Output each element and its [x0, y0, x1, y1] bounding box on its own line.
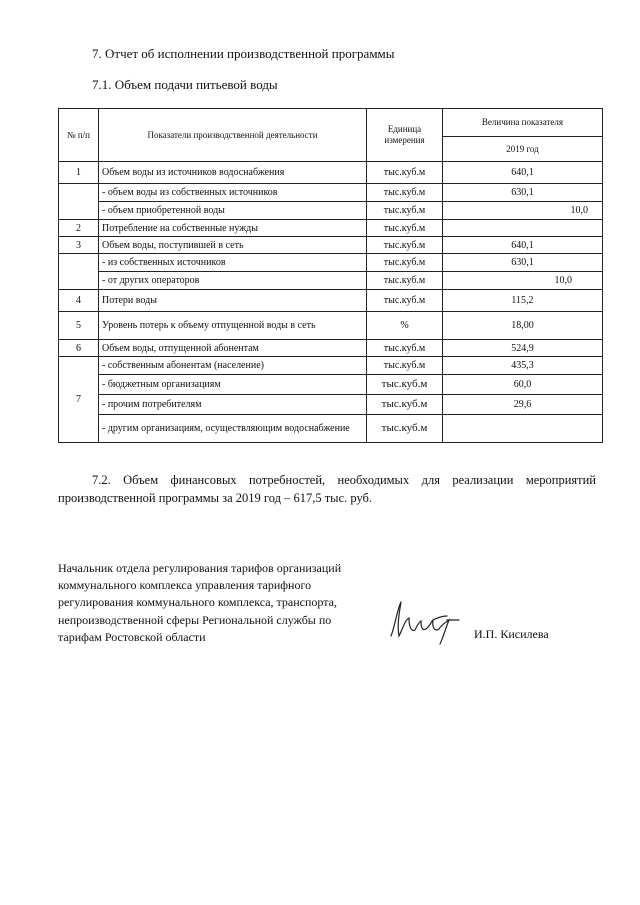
row-num: 3	[59, 237, 99, 254]
row-unit: тыс.куб.м	[367, 290, 443, 312]
row-num: 7	[59, 357, 99, 443]
row-unit: тыс.куб.м	[367, 395, 443, 415]
subsection-heading: 7.1. Объем подачи питьевой воды	[92, 77, 278, 92]
row-name: Объем воды, поступившей в сеть	[99, 237, 367, 254]
production-table	[58, 108, 603, 443]
row-value: 435,3	[443, 357, 603, 375]
row-unit: тыс.куб.м	[367, 375, 443, 395]
row-name: Объем воды из источников водоснабжения	[99, 162, 367, 184]
table-row	[59, 220, 603, 237]
row-unit: %	[367, 312, 443, 340]
row-value: 524,9	[443, 340, 603, 357]
handwritten-signature	[385, 596, 465, 646]
row-name: - бюджетным организациям	[99, 375, 367, 395]
row-value: 10,0	[443, 202, 603, 220]
row-value: 60,0	[443, 375, 603, 395]
row-value: 115,2	[443, 290, 603, 312]
row-num: 1	[59, 162, 99, 184]
row-unit: тыс.куб.м	[367, 184, 443, 202]
signatory-position	[58, 560, 378, 646]
row-name: Объем воды, отпущенной абонентам	[99, 340, 367, 357]
table-row	[59, 254, 603, 272]
table-row	[59, 184, 603, 202]
table-row	[59, 290, 603, 312]
row-name: Потребление на собственные нужды	[99, 220, 367, 237]
finance-paragraph: 7.2. Объем финансовых потребностей, необходимых для реализации мероприятий производственной программы за 2019 год – 617,5 тыс. руб.	[58, 473, 596, 505]
row-unit: тыс.куб.м	[367, 202, 443, 220]
row-value: 29,6	[443, 395, 603, 415]
row-num: 2	[59, 220, 99, 237]
position-line: непроизводственной сферы Региональной службы по	[58, 612, 332, 627]
row-unit: тыс.куб.м	[367, 357, 443, 375]
header-num: № п/п	[59, 109, 99, 162]
table-row	[59, 340, 603, 357]
row-unit: тыс.куб.м	[367, 254, 443, 272]
row-value: 18,00	[443, 312, 603, 340]
position-line: тарифам Ростовской области	[58, 629, 206, 644]
row-num: 4	[59, 290, 99, 312]
table-row	[59, 202, 603, 220]
row-unit: тыс.куб.м	[367, 220, 443, 237]
row-unit: тыс.куб.м	[367, 272, 443, 290]
row-unit: тыс.куб.м	[367, 415, 443, 443]
position-line: регулирования коммунального комплекса, транспорта,	[58, 595, 337, 610]
row-name: Уровень потерь к объему отпущенной воды в сеть	[99, 312, 367, 340]
header-unit: Единица измерения	[367, 109, 443, 162]
row-value	[443, 220, 603, 237]
header-year: 2019 год	[443, 137, 603, 162]
table-row	[59, 415, 603, 443]
row-num: 5	[59, 312, 99, 340]
row-name: - объем приобретенной воды	[99, 202, 367, 220]
row-name: - другим организациям, осуществляющим водоснабжение	[99, 415, 367, 443]
section-heading: 7. Отчет об исполнении производственной программы	[92, 46, 395, 61]
row-name: - прочим потребителям	[99, 395, 367, 415]
row-unit: тыс.куб.м	[367, 162, 443, 184]
row-unit: тыс.куб.м	[367, 340, 443, 357]
row-value: 630,1	[443, 254, 603, 272]
row-name: Потери воды	[99, 290, 367, 312]
header-value: Величина показателя	[443, 109, 603, 137]
row-value: 640,1	[443, 162, 603, 184]
row-value	[443, 415, 603, 443]
table-row	[59, 312, 603, 340]
position-line: коммунального комплекса управления тарифного	[58, 578, 312, 593]
table-row	[59, 237, 603, 254]
table-row	[59, 375, 603, 395]
table-row	[59, 162, 603, 184]
row-num-empty	[59, 184, 99, 220]
row-value: 640,1	[443, 237, 603, 254]
header-indicator: Показатели производственной деятельности	[99, 109, 367, 162]
row-value: 630,1	[443, 184, 603, 202]
row-num-empty	[59, 254, 99, 290]
table-row	[59, 357, 603, 375]
row-value: 10,0	[443, 272, 603, 290]
row-num: 6	[59, 340, 99, 357]
row-name: - объем воды из собственных источников	[99, 184, 367, 202]
table-row	[59, 272, 603, 290]
row-name: - из собственных источников	[99, 254, 367, 272]
row-name: - собственным абонентам (население)	[99, 357, 367, 375]
row-name: - от других операторов	[99, 272, 367, 290]
row-unit: тыс.куб.м	[367, 237, 443, 254]
table-row	[59, 395, 603, 415]
signatory-name: И.П. Кисилева	[474, 627, 549, 641]
position-line: Начальник отдела регулирования тарифов организаций	[58, 561, 342, 575]
